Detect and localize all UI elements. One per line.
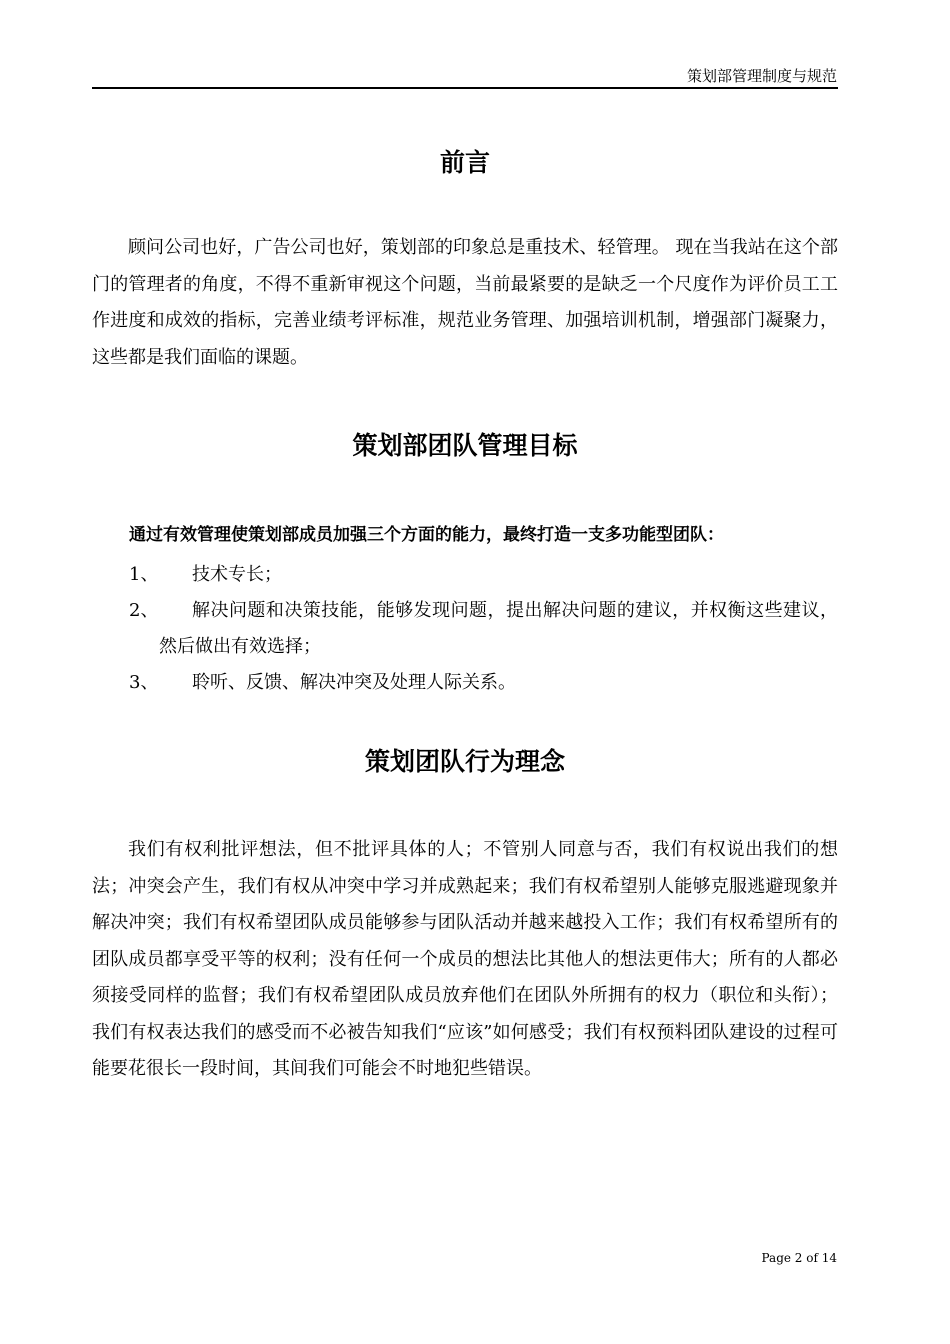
list-item-number: 3、	[129, 672, 159, 693]
goals-list	[92, 557, 838, 701]
list-item	[92, 593, 838, 665]
list-item-text: 解决问题和决策技能，能够发现问题，提出解决问题的建议，并权衡这些建议，然后做出有效选择；	[159, 600, 838, 657]
list-item-text: 技术专长；	[192, 564, 282, 585]
philosophy-body: 我们有权利批评想法，但不批评具体的人；不管别人同意与否，我们有权说出我们的想法；冲突会产生，我们有权从冲突中学习并成熟起来；我们有权希望别人能够克服逃避现象并解决冲突；我们有权希望团队成员能够参与团队活动并越来越投入工作；我们有权希望所有的团队成员都享受平等的权利；没有任何一个成员的想法比其他人的想法更伟大；所有的人都必须接受同样的监督；我们有权希望团队成员放弃他们在团队外所拥有的权力（职位和头衔）；我们有权表达我们的感受而不必被告知我们“应该”如何感受；我们有权预料团队建设的过程可能要花很长一段时间，其间我们可能会不时地犯些错误。	[92, 839, 838, 1079]
header-rule	[92, 87, 838, 89]
goals-lead: 通过有效管理使策划部成员加强三个方面的能力，最终打造一支多功能型团队：	[129, 525, 724, 545]
page-number: Page 2 of 14	[761, 1251, 837, 1265]
list-item	[92, 665, 838, 701]
list-item-number: 1、	[129, 564, 159, 585]
list-item	[92, 557, 838, 593]
list-item-number: 2、	[129, 600, 159, 621]
philosophy-heading: 策划团队行为理念	[364, 747, 565, 776]
preface-heading: 前言	[439, 148, 490, 177]
running-header: 策划部管理制度与规范	[686, 67, 837, 85]
goals-heading: 策划部团队管理目标	[352, 431, 578, 460]
list-item-text: 聆听、反馈、解决冲突及处理人际关系。	[192, 672, 516, 693]
preface-body: 顾问公司也好，广告公司也好，策划部的印象总是重技术、轻管理。 现在当我站在这个部门的管理者的角度，不得不重新审视这个问题，当前最紧要的是缺乏一个尺度作为评价员工工作进度和成效的指标，完善业绩考评标准，规范业务管理、加强培训机制，增强部门凝聚力，这些都是我们面临的课题。	[92, 237, 838, 368]
